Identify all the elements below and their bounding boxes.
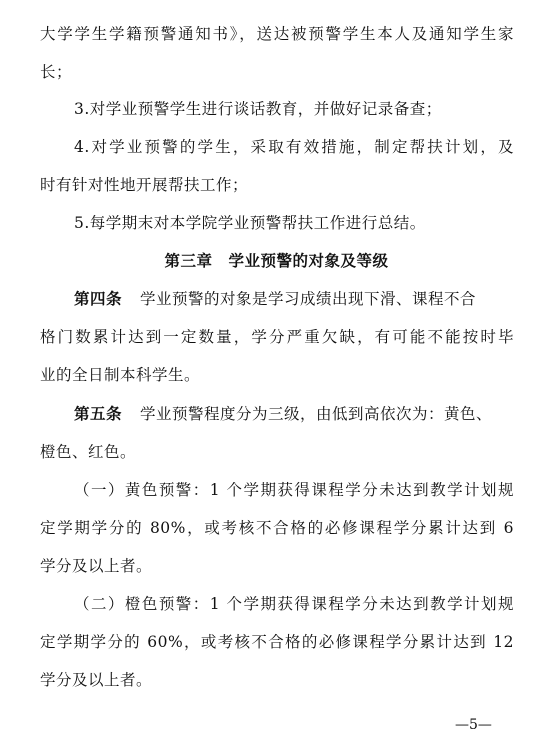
article-4-line (74, 289, 514, 309)
article-4-label: 第四条 (74, 289, 123, 308)
article-5-text: 学业预警程度分为三级，由低到高依次为：黄色、 (140, 405, 493, 423)
yellow-warning-line: （一）黄色预警：1 个学期获得课程学分未达到教学计划规 (74, 481, 514, 499)
text-line: 长； (40, 63, 73, 81)
text-line: 时有针对性地开展帮扶工作； (40, 176, 249, 194)
chapter-title: 第三章 学业预警的对象及等级 (164, 251, 389, 270)
text-line: 大学学生学籍预警通知书》，送达被预警学生本人及通知学生家 (40, 25, 514, 43)
article-5-label: 第五条 (74, 404, 123, 423)
text-line: 4.对学业预警的学生，采取有效措施，制定帮扶计划，及 (74, 138, 514, 156)
text-line: 3.对学业预警学生进行谈话教育，并做好记录备查； (74, 100, 442, 118)
article-5-line (74, 404, 514, 424)
orange-warning-line: 定学期学分的 60%，或考核不合格的必修课程学分累计达到 12 (40, 633, 514, 651)
page-number: —5— (455, 717, 492, 733)
orange-warning-line: 学分及以上者。 (40, 671, 153, 689)
article-5-line: 橙色、红色。 (40, 443, 137, 461)
article-4-text: 学业预警的对象是学习成绩出现下滑、课程不合 (140, 290, 477, 308)
yellow-warning-line: 学分及以上者。 (40, 557, 153, 575)
text-line: 5.每学期末对本学院学业预警帮扶工作进行总结。 (74, 214, 426, 232)
article-4-line: 业的全日制本科学生。 (40, 366, 201, 384)
yellow-warning-line: 定学期学分的 80%，或考核不合格的必修课程学分累计达到 6 (40, 519, 514, 537)
orange-warning-line: （二）橙色预警：1 个学期获得课程学分未达到教学计划规 (74, 595, 514, 613)
article-4-line: 格门数累计达到一定数量，学分严重欠缺，有可能不能按时毕 (40, 328, 514, 346)
